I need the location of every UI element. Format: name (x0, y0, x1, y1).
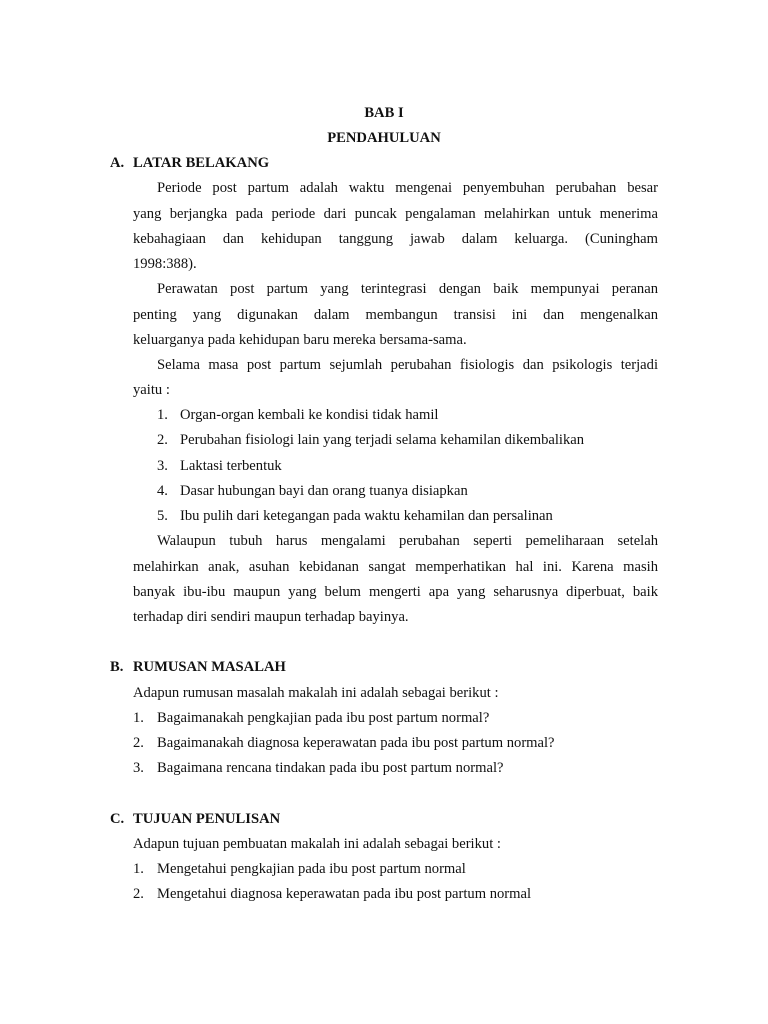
paragraph-line: Periode post partum adalah waktu mengenai penyembuhan perubahan besar (157, 180, 658, 196)
list-item-text: Dasar hubungan bayi dan orang tuanya disiapkan (180, 483, 468, 499)
chapter-number: BAB I (364, 105, 404, 121)
list-item-number: 3. (157, 458, 168, 474)
paragraph-line: Perawatan post partum yang terintegrasi dengan baik mempunyai peranan (157, 281, 658, 297)
list-item-text: Mengetahui pengkajian pada ibu post partum normal (157, 861, 466, 877)
paragraph-line: melahirkan anak, asuhan kebidanan sangat memperhatikan hal ini. Karena masih (133, 559, 658, 575)
paragraph-line: Selama masa post partum sejumlah perubahan fisiologis dan psikologis terjadi (157, 357, 658, 373)
paragraph-line: Walaupun tubuh harus mengalami perubahan seperti pemeliharaan setelah (157, 533, 658, 549)
paragraph-line: terhadap diri sendiri maupun terhadap bayinya. (133, 609, 409, 625)
paragraph-line: keluarganya pada kehidupan baru mereka bersama-sama. (133, 332, 467, 348)
list-item-text: Perubahan fisiologi lain yang terjadi selama kehamilan dikembalikan (180, 432, 585, 448)
list-item-text: Bagaimanakah diagnosa keperawatan pada ibu post partum normal? (157, 735, 555, 751)
list-item-number: 4. (157, 483, 168, 499)
list-item-number: 2. (133, 735, 144, 751)
list-item-number: 2. (157, 432, 168, 448)
list-item-text: Mengetahui diagnosa keperawatan pada ibu post partum normal (157, 886, 532, 902)
paragraph-line: kebahagiaan dan kehidupan tanggung jawab dalam keluarga. (Cuningham (133, 231, 658, 247)
list-item-number: 5. (157, 508, 168, 524)
list-item-text: Organ-organ kembali ke kondisi tidak hamil (180, 407, 439, 423)
paragraph-line: banyak ibu-ibu maupun yang belum mengerti apa yang seharusnya diperbuat, baik (133, 584, 658, 600)
section-c-intro: Adapun tujuan pembuatan makalah ini adalah sebagai berikut : (133, 836, 501, 852)
paragraph-line: yaitu : (133, 382, 170, 398)
section-a-letter: A. (110, 155, 125, 171)
list-item-text: Bagaimanakah pengkajian pada ibu post partum normal? (157, 710, 490, 726)
section-a-heading: LATAR BELAKANG (133, 155, 270, 171)
section-b-letter: B. (110, 659, 124, 675)
paragraph-line: penting yang digunakan dalam membangun transisi ini dan mengenalkan (133, 307, 658, 323)
list-item-text: Bagaimana rencana tindakan pada ibu post partum normal? (157, 760, 504, 776)
list-item-number: 1. (157, 407, 168, 423)
section-b-heading: RUMUSAN MASALAH (133, 659, 286, 675)
list-item-number: 1. (133, 710, 144, 726)
section-c-heading: TUJUAN PENULISAN (133, 811, 281, 827)
section-c-letter: C. (110, 811, 125, 827)
chapter-title: PENDAHULUAN (327, 130, 441, 146)
list-item-number: 1. (133, 861, 144, 877)
list-item-text: Laktasi terbentuk (180, 458, 282, 474)
paragraph-line: 1998:388). (133, 256, 197, 272)
section-b-intro: Adapun rumusan masalah makalah ini adalah sebagai berikut : (133, 685, 499, 701)
list-item-text: Ibu pulih dari ketegangan pada waktu kehamilan dan persalinan (180, 508, 553, 524)
paragraph-line: yang berjangka pada periode dari puncak pengalaman melahirkan untuk menerima (133, 206, 658, 222)
list-item-number: 3. (133, 760, 144, 776)
list-item-number: 2. (133, 886, 144, 902)
